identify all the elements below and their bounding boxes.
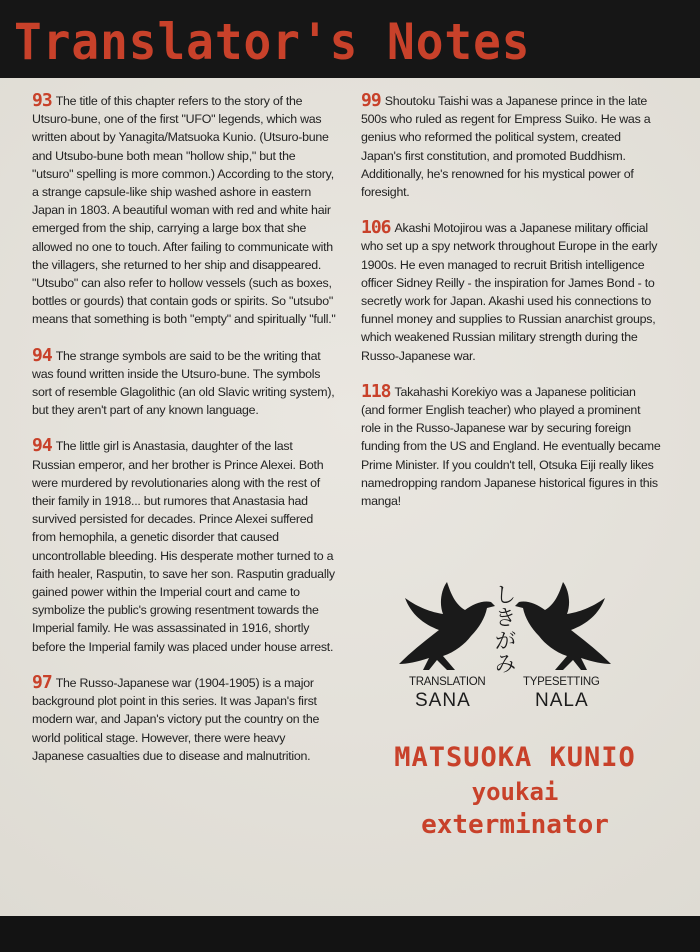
note-text: Takahashi Korekiyo was a Japanese politician (and former English teacher) who played a prominent role in the Russo-Japanese war by securing foreign funding from the US and England. He eventually became Prime Minister. If you couldn't tell, Otsuka Eiji really likes namedropping random Japanese historical figures in this manga! xyxy=(361,384,661,509)
page-title: Translator's Notes xyxy=(14,12,531,71)
note-item xyxy=(32,92,338,329)
note-number: 94 xyxy=(32,344,52,366)
translation-name: SANA xyxy=(415,690,471,711)
typesetting-name: NALA xyxy=(535,690,589,711)
translation-label: TRANSLATION xyxy=(409,676,486,688)
brand-subtitle-2: exterminator xyxy=(421,810,609,840)
note-item xyxy=(32,437,338,655)
note-text: The little girl is Anastasia, daughter of the last Russian emperor, and her brother is Prince Alexei. Both were murdered by revolutionaries along with the rest of their family in 1918... but rumores that Anastasia had survived persisted for decades. Prince Alexei suffered from hemophila, a genetic disorder that caused uncontrollable bleeding. His desperate mother turned to a faith healer, Rasputin, to save her son. Rasputin gradually gained power within the Imperial court and came to symbolize the public's growing resentment towards the Imperial family. He was assassinated in 1916, shortly before the Imperial family was placed under house arrest. xyxy=(32,439,335,654)
notes-column-left xyxy=(32,92,338,783)
note-number: 106 xyxy=(361,217,391,239)
note-number: 99 xyxy=(361,90,381,111)
note-item xyxy=(361,92,661,201)
brand-subtitle-1: youkai xyxy=(471,778,559,806)
note-text: Akashi Motojirou was a Japanese military official who set up a spy network throughout Europe in the early 1900s. He even managed to recruit British intelligence officer Sidney Reilly - the inspiration for James Bond - to secretly work for Japan. Akashi used his connections to funnel money and supplies to Russian anarchist groups, which weakened Russian military strength during the Russo-Japanese war. xyxy=(361,221,658,363)
header-bar xyxy=(0,0,700,78)
note-item xyxy=(361,219,661,365)
note-text: The Russo-Japanese war (1904-1905) is a major background plot point in this series. It was Japan's first modern war, and Japan's victory put the country on the world political stage. However, there were heavy Japanese casualties due to disease and malnutrition. xyxy=(32,675,320,763)
note-text: The title of this chapter refers to the story of the Utsuro-bune, one of the first "UFO" legends, which was written about by Yanagita/Matsuoka Kunio. (Utsuro-bune and Utsubo-bune both mean "hollow ship," but the "utsuro" spelling is more common.) According to the story, a strange capsule-like ship washed ashore in eastern Japan in 1803. A beautiful woman with red and white hair emerged from the ship, carrying a large box that she allowed no one to touch. After failing to communicate with the villagers, she returned to her ship and disappeared. "Utsubo" can also refer to hollow vessels (such as boxes, bottles or gourds) that contain gods or spirits. So "utsubo" means that something is both "empty" and spiritually "full." xyxy=(32,94,336,327)
kana-logo-text: しきがみ xyxy=(495,583,516,676)
note-text: Shoutoku Taishi was a Japanese prince in the late 500s who ruled as regent for Empress Suiko. He was a genius who reformed the political system, created Japan's first constitution, and promoted Buddhism. Additionally, he's renowned for his mystical power of foresight. xyxy=(361,94,651,200)
note-text: The strange symbols are said to be the writing that was found written inside the Utsuro-bune. The symbols sort of resemble Glagolithic (an old Slavic writing system), but they aren't part of any known language. xyxy=(32,348,335,418)
note-number: 118 xyxy=(361,380,391,402)
crow-left-icon xyxy=(399,582,495,670)
notes-column-right xyxy=(361,92,661,528)
crow-right-icon xyxy=(515,582,611,670)
note-item xyxy=(32,344,338,420)
credits-block xyxy=(395,578,615,718)
brand-author: MATSUOKA KUNIO xyxy=(394,742,636,773)
note-item xyxy=(32,671,338,765)
note-number: 93 xyxy=(32,90,52,111)
note-number: 94 xyxy=(32,435,52,457)
note-number: 97 xyxy=(32,671,52,693)
note-item xyxy=(361,380,661,510)
footer-bar xyxy=(0,916,700,952)
typesetting-label: TYPESETTING xyxy=(523,676,600,688)
